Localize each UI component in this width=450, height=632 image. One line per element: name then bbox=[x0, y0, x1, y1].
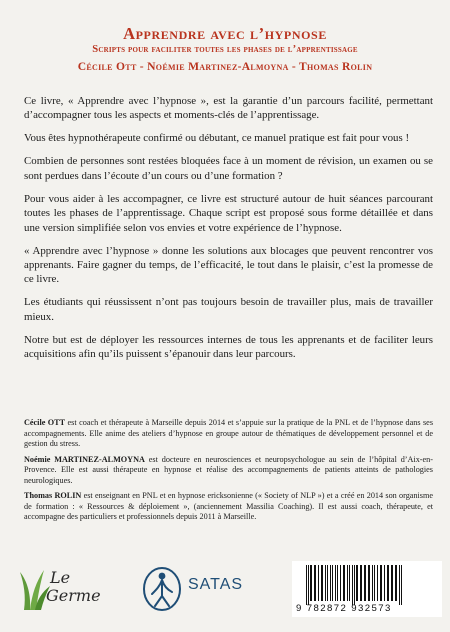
barcode-bar bbox=[340, 565, 341, 601]
barcode-bar bbox=[377, 565, 378, 601]
author-bio bbox=[24, 455, 433, 487]
author-name: Cécile OTT bbox=[24, 418, 66, 427]
barcode-bar bbox=[395, 565, 397, 601]
barcode-bar bbox=[374, 565, 375, 601]
publisher-logo-line1: Le bbox=[50, 568, 71, 587]
barcode-bar bbox=[332, 565, 333, 601]
barcode-bar bbox=[327, 565, 328, 601]
barcode-bar bbox=[308, 565, 309, 605]
publisher-logo bbox=[18, 566, 118, 614]
barcode-bar bbox=[335, 565, 336, 601]
barcode-bar bbox=[349, 565, 350, 601]
partner-logo-text: SATAS bbox=[188, 576, 244, 593]
author-bio-text: est enseignant en PNL et en hypnose ericksonienne (« Society of NLP ») et a créé en 2014 son organisme de formation : « Ressources & déploiement », (anciennement Massilia Coaching). Il est aussi coach, thérapeute, et accompagne des particuliers et professionnels depuis 2011 à Marseille. bbox=[24, 491, 433, 522]
blurb-paragraph: Les étudiants qui réussissent n’ont pas toujours besoin de travailler plus, mais de travailler mieux. bbox=[24, 296, 433, 323]
blurb-paragraph: Ce livre, « Apprendre avec l’hypnose », est la garantie d’un parcours facilité, permettant d’accompagner tous les aspects et moments-clés de l’apprentissage. bbox=[24, 95, 433, 122]
barcode-bar bbox=[360, 565, 362, 601]
barcode-bar bbox=[364, 565, 366, 601]
author-bio-text: est docteure en neurosciences et neuropsychologue au sein de l’hôpital d’Aix-en-Provence. Elle est aussi thérapeute en hypnose et réalise des accompagnements de patients atteints de pathologies neurologiques. bbox=[24, 454, 433, 485]
blurb-paragraph: Pour vous aider à les accompagner, ce livre est structuré autour de huit séances parcourant toutes les phases de l’apprentissage. Chaque script est proposé sous forme détaillée et dans une version simplifiée selon vos envies et votre expérience de l’hypnose. bbox=[24, 192, 433, 234]
barcode-bar bbox=[354, 565, 355, 605]
author-name: Thomas ROLIN bbox=[24, 491, 82, 500]
barcode-bar bbox=[368, 565, 370, 601]
publisher-logo-line2: Germe bbox=[46, 586, 101, 605]
barcode-bars bbox=[304, 565, 430, 605]
barcode-bar bbox=[380, 565, 382, 601]
barcode-bar bbox=[343, 565, 345, 601]
author-name: Noémie MARTINEZ-ALMOYNA bbox=[24, 454, 145, 464]
barcode-bar bbox=[306, 565, 307, 605]
author-bio-text: est coach et thérapeute à Marseille depuis 2014 et s’appuie sur la pratique de la PNL et de l’hypnose dans ses accompagnements. Elle anime des ateliers d’hypnose en groupe autour de thématiques de développement personnel et de gestion du stress. bbox=[24, 418, 434, 449]
barcode-bar bbox=[401, 565, 402, 605]
blurb-text bbox=[24, 94, 433, 370]
book-authors: Cécile Ott - Noémie Martinez-Almoyna - Thomas Rolin bbox=[77, 60, 373, 73]
author-bios bbox=[24, 418, 433, 528]
barcode-bar bbox=[399, 565, 400, 605]
blurb-paragraph: « Apprendre avec l’hypnose » donne les solutions aux blocages que peuvent rencontrer vos apprenants. Faire gagner du temps, de l’efficacité, le tout dans le plaisir, c’est la promesse de ce livre. bbox=[24, 244, 433, 286]
author-bio bbox=[24, 418, 433, 450]
blurb-paragraph: Notre but est de déployer les ressources internes de tous les apprenants et de faciliter leurs acquisitions afin qu’ils puissent s’épanouir dans leur parcours. bbox=[24, 333, 433, 361]
barcode-bar bbox=[372, 565, 373, 601]
barcode-bar bbox=[391, 565, 393, 601]
isbn-barcode bbox=[292, 561, 442, 617]
barcode-bar bbox=[347, 565, 348, 601]
barcode-bar bbox=[318, 565, 319, 601]
barcode-bar bbox=[337, 565, 338, 601]
blurb-paragraph: Vous êtes hypnothérapeute confirmé ou débutant, ce manuel pratique est fait pour vous ! bbox=[24, 132, 410, 145]
barcode-bar bbox=[325, 565, 326, 601]
partner-logo bbox=[140, 562, 260, 614]
barcode-bar bbox=[310, 565, 312, 601]
author-bio bbox=[24, 491, 433, 523]
blurb-paragraph: Combien de personnes sont restées bloquées face à un moment de révision, un examen ou se sont perdues dans l’écoute d’un cours ou d’une formation ? bbox=[24, 155, 433, 182]
barcode-bar bbox=[330, 565, 331, 601]
barcode-bar bbox=[352, 565, 353, 605]
book-title: Apprendre avec l’hypnose bbox=[123, 24, 327, 43]
barcode-bar bbox=[321, 565, 323, 601]
barcode-bar bbox=[314, 565, 316, 601]
barcode-bar bbox=[387, 565, 389, 601]
barcode-bar bbox=[384, 565, 385, 601]
book-subtitle: Scripts pour faciliter toutes les phases de l’apprentissage bbox=[92, 44, 358, 55]
isbn-digits: 9 782872 932573 bbox=[296, 603, 392, 614]
figure-in-circle-icon bbox=[140, 562, 184, 614]
barcode-bar bbox=[356, 565, 358, 601]
